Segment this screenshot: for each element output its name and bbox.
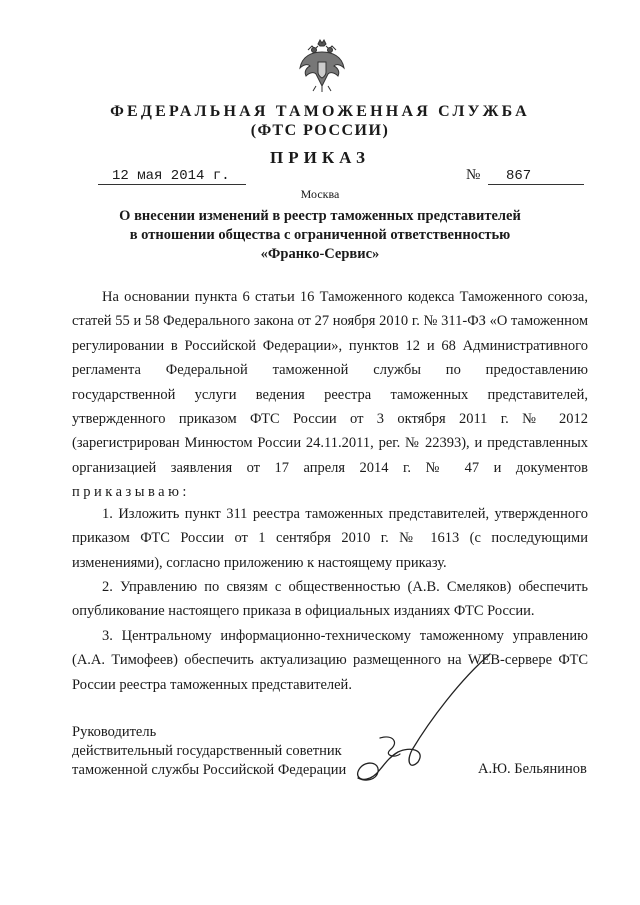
number-sign: № <box>466 167 481 183</box>
signatory-position <box>72 723 346 780</box>
document-date: 12 мая 2014 г. <box>98 168 246 185</box>
agency-title: ФЕДЕРАЛЬНАЯ ТАМОЖЕННАЯ СЛУЖБА <box>110 103 530 120</box>
document-number: 867 <box>488 168 584 185</box>
paragraph-item-1: 1. Изложить пункт 311 реестра таможенных представителей, утвержденного приказом ФТС России от 1 сентября 2010 г. № 1613 (с последующими изменениями), согласно приложению к настоящему приказу. <box>72 506 588 571</box>
order-word: приказываю: <box>72 484 190 501</box>
city: Москва <box>300 187 340 201</box>
paragraph-basis-text: На основании пункта 6 статьи 16 Таможенного кодекса Таможенного союза, статей 55 и 58 Федерального закона от 27 ноября 2010 г. № 311-ФЗ «О таможенном регулировании в Российской Федерации», пунктов 12 и 68 Административного регламента Федеральной таможенной службы по предоставлению государственной услуги ведения реестра таможенных представителей, утвержденного приказом ФТС России от 3 октября 2011 г. № 2012 (зарегистрирован Минюстом России 24.11.2011, рег. № 22393), и представленных организацией заявления от 17 апреля 2014 г. № 47 и документов <box>72 289 588 476</box>
paragraph-basis <box>72 285 588 505</box>
agency-short-title: (ФТС РОССИИ) <box>250 122 390 139</box>
signatory-position-line: Руководитель <box>72 724 157 740</box>
title-line: О внесении изменений в реестр таможенных представителей <box>119 208 521 224</box>
coat-of-arms-emblem <box>298 38 346 94</box>
signatory-position-line: таможенной службы Российской Федерации <box>72 762 347 778</box>
signatory-position-line: действительный государственный советник <box>72 743 342 759</box>
title-line: в отношении общества с ограниченной ответственностью <box>129 227 511 243</box>
signatory-name: А.Ю. Бельянинов <box>478 761 587 777</box>
paragraph-item-2: 2. Управлению по связям с общественностью (А.В. Смеляков) обеспечить опубликование настоящего приказа в официальных изданиях ФТС России. <box>72 579 588 620</box>
paragraph-item-3: 3. Центральному информационно-техническому таможенному управлению (А.А. Тимофеев) обеспечить актуализацию размещенного на WEB-сервере ФТС России реестра таможенных представителей. <box>72 628 588 693</box>
title-line: «Франко-Сервис» <box>260 246 380 262</box>
document-title <box>80 207 560 264</box>
document-type: ПРИКАЗ <box>270 148 370 167</box>
